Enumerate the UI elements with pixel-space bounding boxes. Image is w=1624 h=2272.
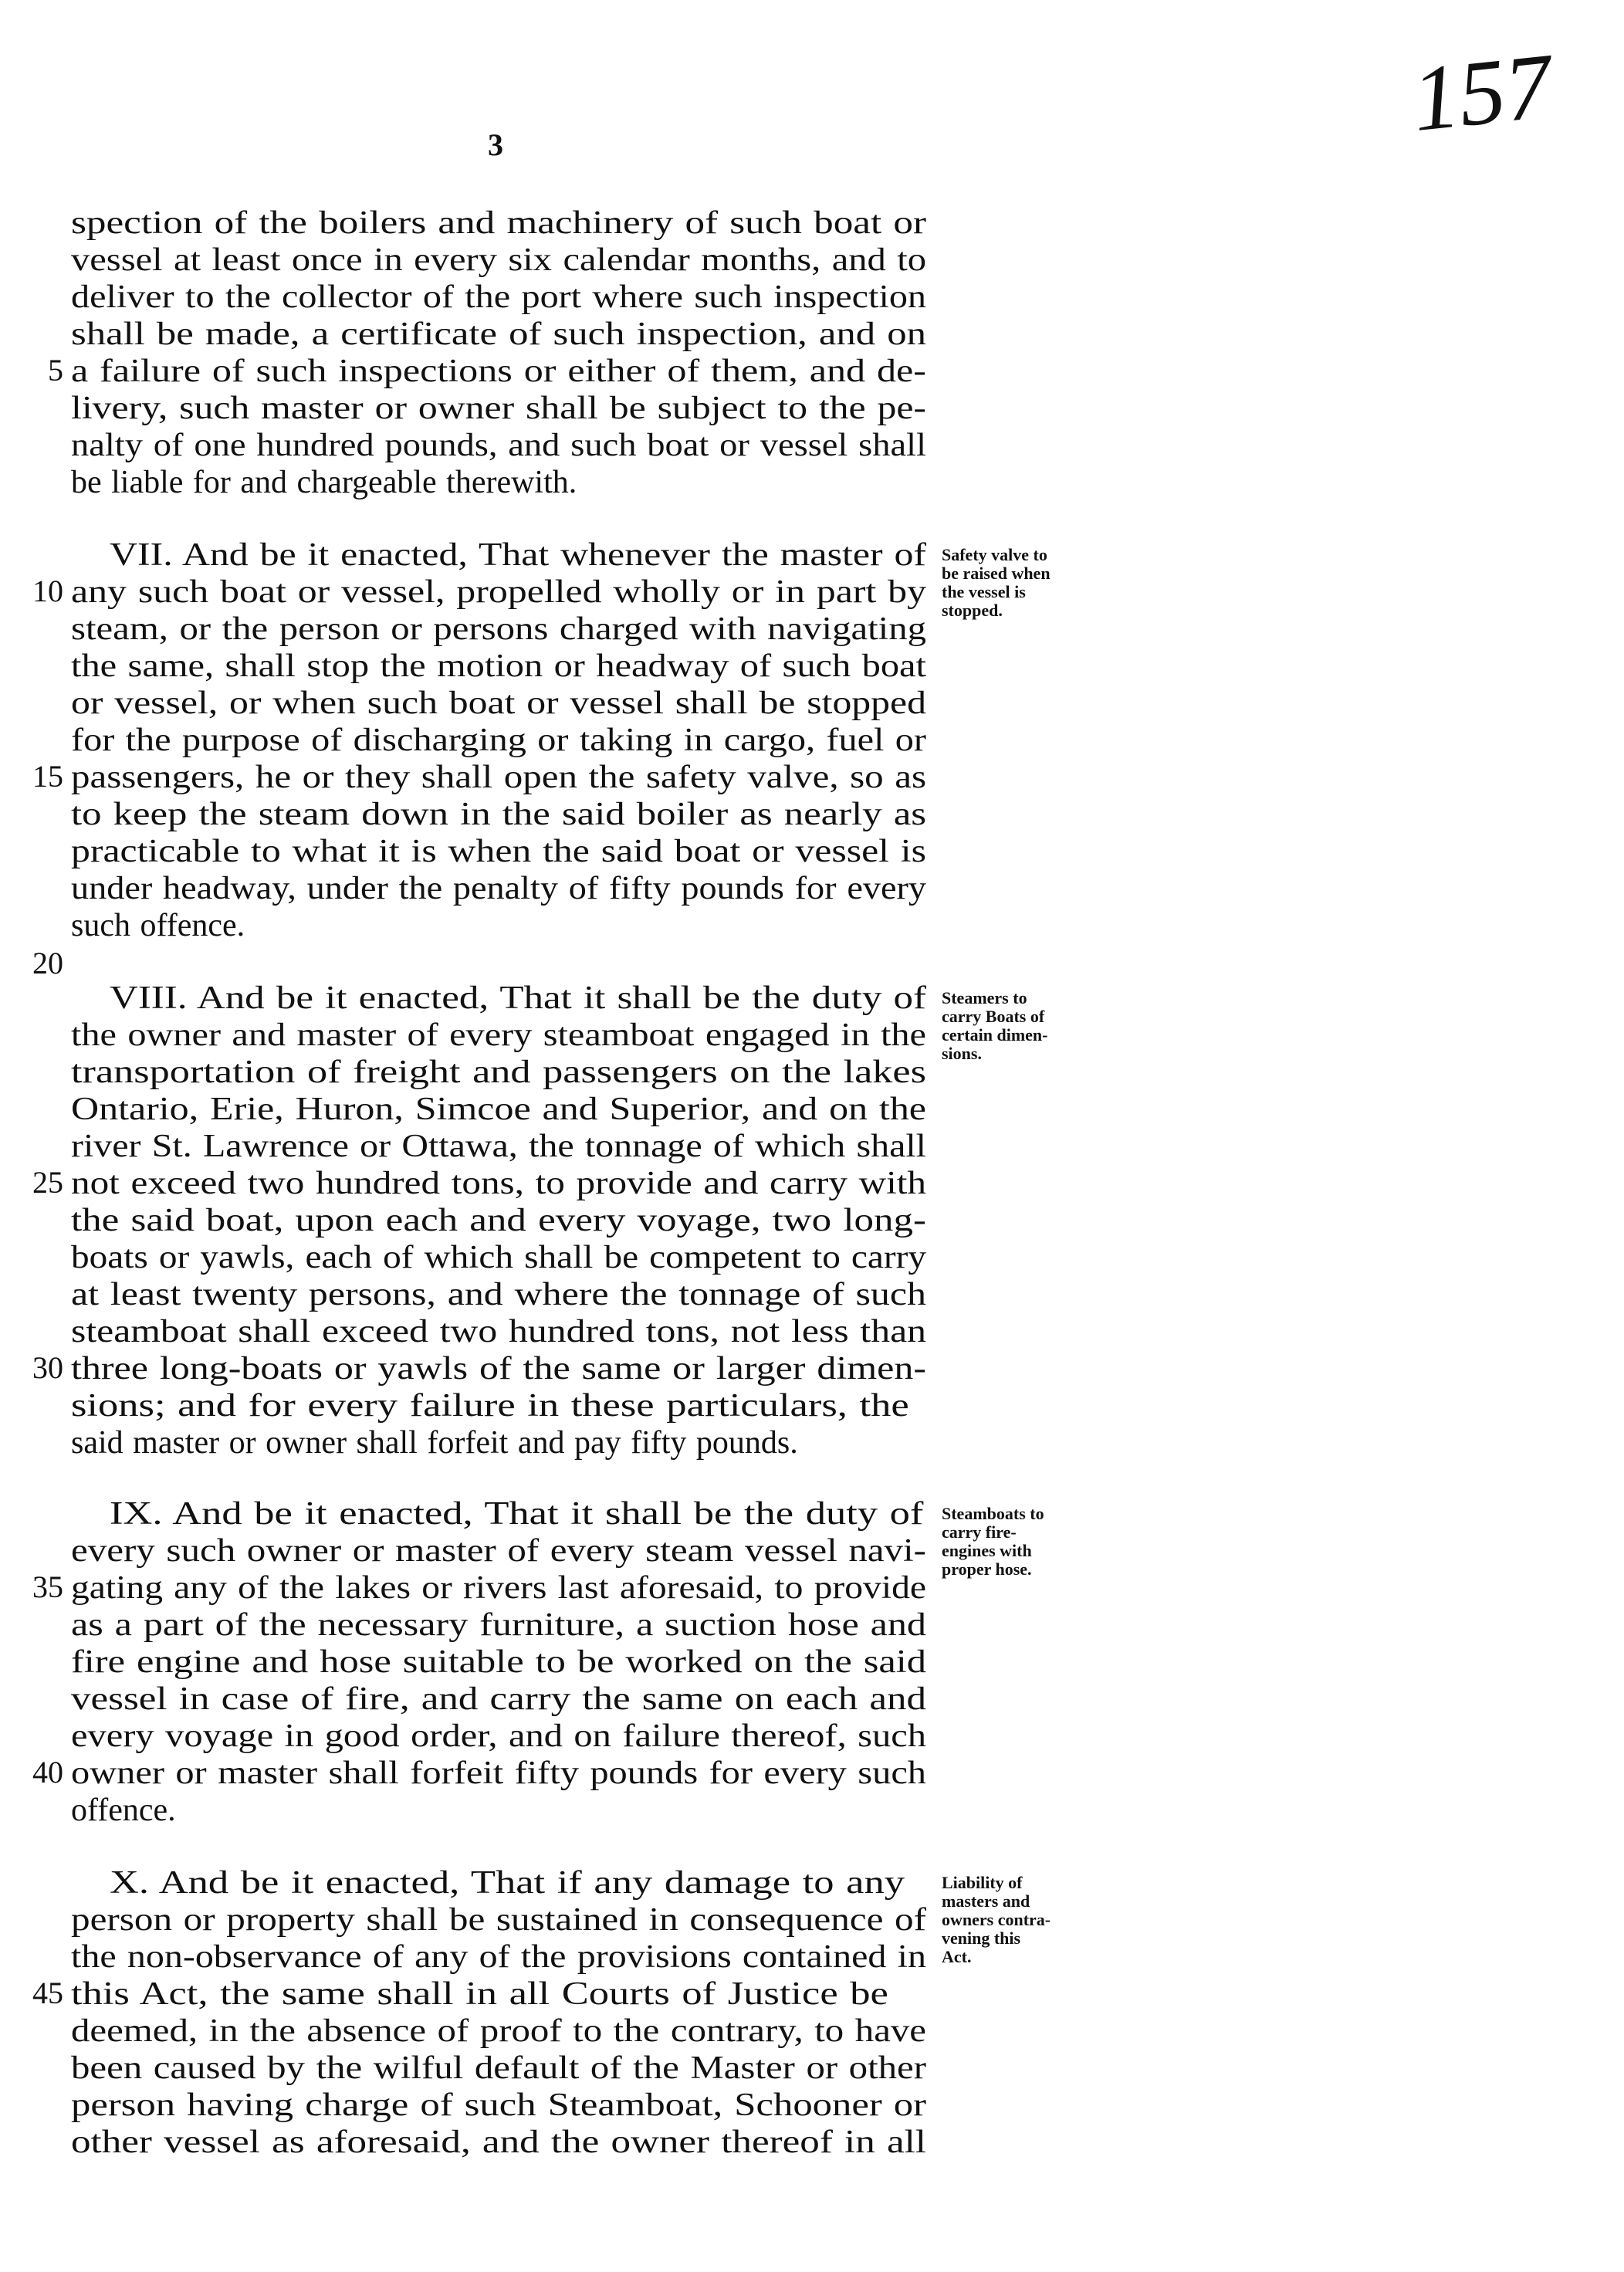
- text-line: a failure of such inspections or either of them, and de-: [71, 354, 926, 389]
- text-line: any such boat or vessel, propelled wholly or in part by: [71, 574, 926, 610]
- text-line: other vessel as aforesaid, and the owner thereof in all: [71, 2125, 926, 2160]
- margin-note-line: Safety valve to: [942, 545, 1047, 564]
- text-line: to keep the steam down in the said boiler as nearly as: [71, 797, 926, 832]
- text-line: person or property shall be sustained in consequence of: [71, 1902, 926, 1938]
- text-line: transportation of freight and passengers on the lakes: [71, 1055, 926, 1090]
- text-line: offence.: [71, 1793, 176, 1828]
- text-line: every such owner or master of every steam vessel navi-: [71, 1533, 926, 1569]
- text-line: at least twenty persons, and where the tonnage of such: [71, 1277, 926, 1312]
- text-line: three long-boats or yawls of the same or larger dimen-: [71, 1351, 926, 1387]
- margin-note-line: be raised when: [942, 564, 1051, 583]
- margin-note-line: stopped.: [942, 601, 1003, 620]
- text-line: nalty of one hundred pounds, and such boat or vessel shall: [71, 428, 926, 463]
- text-line: under headway, under the penalty of fifty pounds for every: [71, 871, 926, 906]
- text-line: steam, or the person or persons charged with navigating: [71, 611, 926, 647]
- margin-note-line: sions.: [942, 1044, 982, 1063]
- text-line: VIII. And be it enacted, That it shall be the duty of: [110, 980, 926, 1016]
- text-line: as a part of the necessary furniture, a suction hose and: [71, 1607, 926, 1643]
- text-line: sions; and for every failure in these particulars, the: [71, 1388, 909, 1424]
- text-line: for the purpose of discharging or taking in cargo, fuel or: [71, 723, 926, 758]
- text-line: deliver to the collector of the port where such inspection: [71, 279, 926, 315]
- text-line: not exceed two hundred tons, to provide and carry with: [71, 1166, 926, 1201]
- text-line: fire engine and hose suitable to be worked on the said: [71, 1644, 926, 1680]
- line-number: 40: [32, 1755, 63, 1789]
- margin-note-line: Act.: [942, 1947, 972, 1966]
- text-line: the said boat, upon each and every voyage, two long-: [71, 1203, 926, 1238]
- text-line: livery, such master or owner shall be subject to the pe-: [71, 391, 926, 426]
- text-line: such offence.: [71, 908, 245, 943]
- text-line: Ontario, Erie, Huron, Simcoe and Superior, and on the: [71, 1092, 926, 1127]
- margin-note-line: carry Boats of: [942, 1007, 1045, 1026]
- line-number: 35: [32, 1569, 63, 1604]
- margin-note-line: masters and: [942, 1891, 1030, 1911]
- text-line: every voyage in good order, and on failure thereof, such: [71, 1718, 926, 1754]
- margin-note-line: owners contra-: [942, 1910, 1051, 1929]
- page-number: 3: [488, 127, 503, 162]
- line-number: 30: [32, 1350, 63, 1385]
- text-line: shall be made, a certificate of such inspection, and on: [71, 317, 926, 352]
- text-line: person having charge of such Steamboat, Schooner or: [71, 2087, 926, 2123]
- line-number: 5: [48, 353, 63, 388]
- text-line: been caused by the wilful default of the Master or other: [71, 2050, 926, 2086]
- text-line: practicable to what it is when the said boat or vessel is: [71, 834, 926, 869]
- margin-note-line: Steamers to: [942, 988, 1027, 1007]
- margin-note-line: certain dimen-: [942, 1025, 1048, 1045]
- text-line: vessel at least once in every six calendar months, and to: [71, 242, 926, 278]
- text-line: or vessel, or when such boat or vessel shall be stopped: [71, 686, 926, 721]
- line-number: 25: [32, 1165, 63, 1200]
- text-line: owner or master shall forfeit fifty pounds for every such: [71, 1756, 926, 1791]
- text-line: river St. Lawrence or Ottawa, the tonnage of which shall: [71, 1129, 926, 1164]
- text-line: spection of the boilers and machinery of such boat or: [71, 205, 926, 241]
- text-line: vessel in case of fire, and carry the same on each and: [71, 1681, 926, 1717]
- text-line: IX. And be it enacted, That it shall be the duty of: [110, 1496, 924, 1532]
- text-line: be liable for and chargeable therewith.: [71, 465, 577, 500]
- margin-note-line: engines with: [942, 1541, 1032, 1560]
- margin-note-line: vening this: [942, 1928, 1021, 1948]
- text-line: steamboat shall exceed two hundred tons, not less than: [71, 1314, 926, 1349]
- line-number: 10: [32, 574, 63, 608]
- text-line: deemed, in the absence of proof to the contrary, to have: [71, 2013, 926, 2049]
- text-line: the same, shall stop the motion or headway of such boat: [71, 648, 926, 684]
- handwritten-folio: 157: [1407, 33, 1557, 151]
- margin-note-line: carry fire-: [942, 1522, 1017, 1542]
- margin-note-line: proper hose.: [942, 1559, 1032, 1579]
- line-number: 45: [32, 1976, 63, 2010]
- margin-note-line: the vessel is: [942, 582, 1026, 601]
- line-number: 15: [32, 759, 63, 794]
- text-line: this Act, the same shall in all Courts of Justice be: [71, 1976, 888, 2012]
- text-line: boats or yawls, each of which shall be competent to carry: [71, 1240, 926, 1275]
- margin-note-line: Steamboats to: [942, 1504, 1044, 1523]
- text-line: said master or owner shall forfeit and pay fifty pounds.: [71, 1425, 798, 1461]
- text-line: passengers, he or they shall open the safety valve, so as: [71, 760, 926, 795]
- margin-note-line: Liability of: [942, 1873, 1023, 1892]
- text-line: the owner and master of every steamboat engaged in the: [71, 1017, 926, 1053]
- text-line: VII. And be it enacted, That whenever the master of: [110, 537, 926, 573]
- line-number: 20: [32, 946, 63, 980]
- text-line: gating any of the lakes or rivers last aforesaid, to provide: [71, 1570, 926, 1606]
- text-line: the non-observance of any of the provisions contained in: [71, 1939, 926, 1975]
- text-line: X. And be it enacted, That if any damage to any: [110, 1865, 905, 1901]
